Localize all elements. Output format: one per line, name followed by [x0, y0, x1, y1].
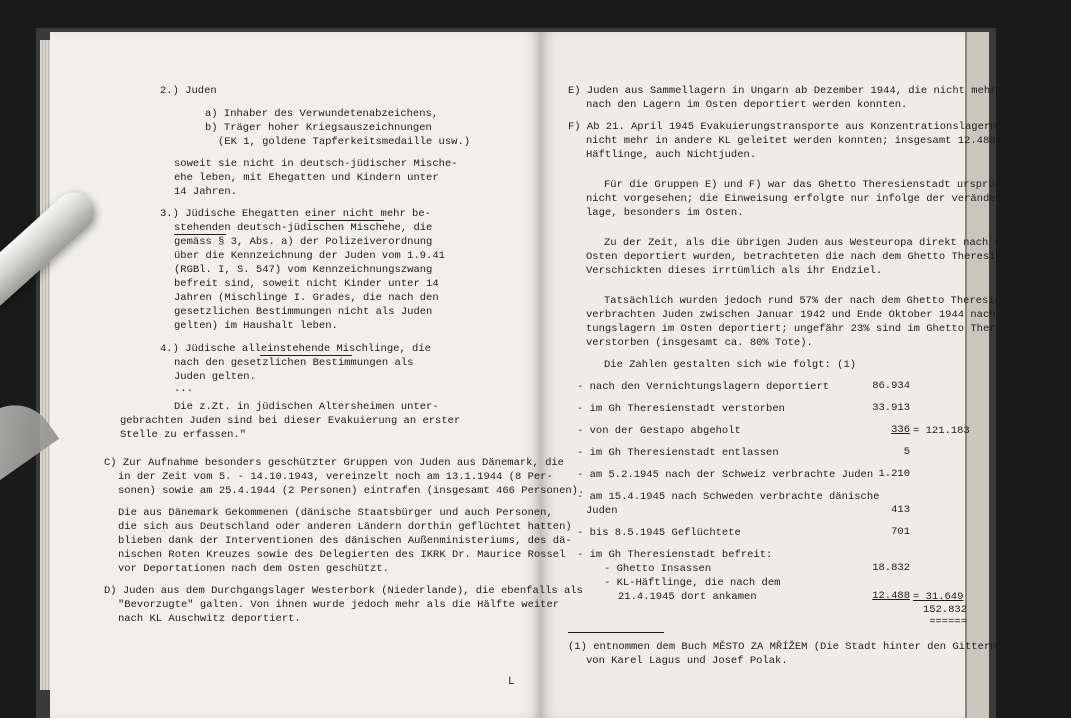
section-3-line: gelten) im Haushalt leben.	[174, 320, 338, 332]
subtotal: = 31.649	[913, 591, 964, 603]
section-2-text: 14 Jahren.	[174, 186, 238, 198]
table-row-value: 12.488	[872, 590, 910, 602]
table-row-label-cont: 21.4.1945 dort ankamen	[618, 591, 757, 603]
section-2b-cont: (EK 1, goldene Tapferkeitsmedaille usw.)	[218, 136, 471, 148]
section-3-line: über die Kennzeichnung der Juden vom 1.9.41	[174, 250, 445, 262]
table-row-value: 5	[903, 446, 910, 458]
section-2-text: ehe leben, mit Ehegatten und Kindern unter	[174, 172, 439, 184]
section-f-line: F) Ab 21. April 1945 Evakuierungstransporte aus Konzentrationslagern, die	[568, 121, 1028, 133]
section-c-line: sonen) sowie am 25.4.1944 (2 Personen) eintrafen (insgesamt 466 Personen).	[118, 485, 585, 497]
section-2-label: 2.) Juden	[160, 85, 217, 97]
table-intro: Die Zahlen gestalten sich wie folgt: (1)	[604, 359, 857, 371]
section-4-line: nach den gesetzlichen Bestimmungen als	[174, 357, 414, 369]
table-row-label: - im Gh Theresienstadt verstorben	[577, 403, 785, 415]
footnote-rule	[568, 632, 664, 633]
section-c-line: vor Deportationen nach dem Osten geschützt.	[118, 563, 389, 575]
section-4-line: Die z.Zt. in jüdischen Altersheimen unter-	[174, 401, 439, 413]
section-2a: a) Inhaber des Verwundetenabzeichens,	[205, 108, 439, 120]
table-row-value: 701	[891, 526, 910, 538]
section-e-line: nach den Lagern im Osten deportiert werden konnten.	[586, 99, 908, 111]
section-4-line: Stelle zu erfassen."	[120, 429, 247, 441]
section-3-line: 3.) Jüdische Ehegatten einer nicht mehr be-	[160, 208, 431, 220]
section-d-line: nach KL Auschwitz deportiert.	[118, 613, 301, 625]
section-2-text: soweit sie nicht in deutsch-jüdischer Mische-	[174, 158, 458, 170]
table-row-value: 413	[891, 504, 910, 516]
paragraph-line: Zu der Zeit, als die übrigen Juden aus Westeuropa direkt nach dem	[604, 237, 1014, 249]
section-e-line: E) Juden aus Sammellagern in Ungarn ab Dezember 1944, die nicht mehr	[568, 85, 997, 97]
table-row-label: - Ghetto Insassen	[604, 563, 712, 575]
section-3-line: befreit sind, soweit nicht Kinder unter 14	[174, 278, 439, 290]
double-rule: ======	[929, 616, 967, 628]
section-d-line: "Bevorzugte" galten. Von ihnen wurde jedoch mehr als die Hälfte weiter	[118, 599, 560, 611]
section-3-line: gemäss § 3, Abs. a) der Polizeiverordnung	[174, 236, 433, 248]
paragraph-line: Für die Gruppen E) und F) war das Ghetto Theresienstadt ursprünglich	[604, 179, 1033, 191]
table-row-value: 1.210	[878, 468, 910, 480]
table-row-label: - KL-Häftlinge, die nach dem	[604, 577, 781, 589]
paragraph-line: Tatsächlich wurden jedoch rund 57% der nach dem Ghetto Theresienstadt	[604, 295, 1039, 307]
section-c-line: die sich aus Deutschland oder anderen Ländern dorthin geflüchtet hatten)	[118, 521, 572, 533]
page-number: L	[508, 676, 515, 688]
table-row-label-cont: Juden	[586, 505, 618, 517]
table-row-label: - am 5.2.1945 nach der Schweiz verbrachte Juden	[577, 469, 874, 481]
table-row-label: - im Gh Theresienstadt entlassen	[577, 447, 779, 459]
section-c-line: C) Zur Aufnahme besonders geschützter Gruppen von Juden aus Dänemark, die	[104, 457, 564, 469]
table-row-label: - am 15.4.1945 nach Schweden verbrachte dänische	[577, 491, 880, 503]
paragraph-line: Osten deportiert wurden, betrachteten die nach dem Ghetto Theresienstadt	[586, 251, 1040, 263]
section-4-line: Juden gelten.	[174, 371, 256, 383]
section-4-line: 4.) Jüdische alleinstehende Mischlinge, die	[160, 343, 431, 355]
section-c-line: nischen Roten Kreuzes sowie des Delegierten des IKRK Dr. Maurice Rossel	[118, 549, 566, 561]
section-c-line: in der Zeit vom 5. - 14.10.1943, vereinzelt noch am 13.1.1944 (8 Per-	[118, 471, 553, 483]
table-row-label: - bis 8.5.1945 Geflüchtete	[577, 527, 741, 539]
table-row-value: 336	[891, 424, 910, 436]
section-c-line: blieben dank der Interventionen des dänischen Außenministeriums, des dä-	[118, 535, 572, 547]
paragraph-line: verbrachten Juden zwischen Januar 1942 und Ende Oktober 1944 nach Vernich-	[586, 309, 1053, 321]
table-row-label: - nach den Vernichtungslagern deportiert	[577, 381, 830, 393]
table-row-value: 33.913	[872, 402, 910, 414]
section-f-line: Häftlinge, auch Nichtjuden.	[586, 149, 757, 161]
paragraph-line: lage, besonders im Osten.	[586, 207, 744, 219]
section-3-line: stehenden deutsch-jüdischen Mischehe, die	[174, 222, 433, 234]
table-row-label: - im Gh Theresienstadt befreit:	[577, 549, 773, 561]
table-row-value: 18.832	[872, 562, 910, 574]
section-3-line: (RGBl. I, S. 547) vom Kennzeichnungszwang	[174, 264, 433, 276]
paragraph-line: nicht vorgesehen; die Einweisung erfolgte nur infolge der veränderten Kriegs-	[586, 193, 1071, 205]
paragraph-line: Verschickten dieses irrtümlich als ihr Endziel.	[586, 265, 883, 277]
section-2b: b) Träger hoher Kriegsauszeichnungen	[205, 122, 432, 134]
section-d-line: D) Juden aus dem Durchgangslager Westerbork (Niederlande), die ebenfalls als	[104, 585, 583, 597]
ellipsis: ...	[174, 383, 193, 395]
paragraph-line: tungslagern im Osten deportiert; ungefähr 23% sind im Ghetto Theresienstadt	[586, 323, 1059, 335]
grand-total: 152.832	[922, 604, 967, 616]
footnote: von Karel Lagus und Josef Polak.	[586, 655, 788, 667]
section-4-line: gebrachten Juden sind bei dieser Evakuierung an erster	[120, 415, 461, 427]
table-row-label: - von der Gestapo abgeholt	[577, 425, 741, 437]
section-f-line: nicht mehr in andere KL geleitet werden konnten; insgesamt 12.488	[586, 135, 996, 147]
section-c-line: Die aus Dänemark Gekommenen (dänische Staatsbürger und auch Personen,	[118, 507, 553, 519]
section-3-line: Jahren (Mischlinge I. Grades, die nach den	[174, 292, 439, 304]
section-3-line: gesetzlichen Bestimmungen nicht als Juden	[174, 306, 433, 318]
subtotal: = 121.183	[913, 425, 970, 437]
table-row-value: 86.934	[872, 380, 910, 392]
paragraph-line: verstorben (insgesamt ca. 80% Tote).	[586, 337, 813, 349]
footnote: (1) entnommen dem Buch MĚSTO ZA MŘÍŽEM (Die Stadt hinter den Gittern)	[568, 641, 1003, 653]
